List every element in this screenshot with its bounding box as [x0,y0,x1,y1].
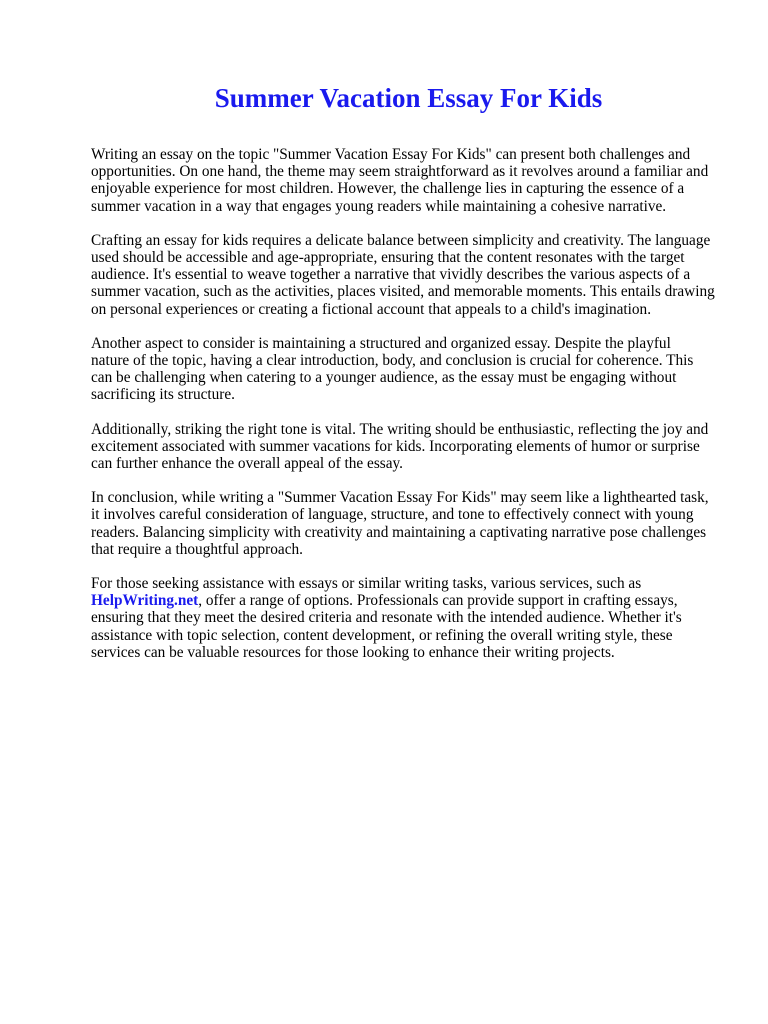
text-line: opportunities. On one hand, the theme may seem straightforward as it revolves around a familiar and [91,163,709,181]
text-line: enjoyable experience for most children. However, the challenge lies in capturing the essence of a [91,180,685,198]
text-line: summer vacation in a way that engages young readers while maintaining a cohesive narrative. [91,197,667,215]
text-line: used should be accessible and age-appropriate, ensuring that the content resonates with the target [91,249,685,267]
paragraph-6 [91,575,731,661]
text-line: summer vacation, such as the activities, places visited, and memorable moments. This entails drawing [91,283,715,301]
text-line: it involves careful consideration of language, structure, and tone to effectively connect with young [91,506,694,524]
text-segment: , offer a range of options. Professionals can provide support in crafting essays, [198,592,678,610]
text-line: services can be valuable resources for those looking to enhance their writing projects. [91,643,615,661]
text-line: ensuring that they meet the desired criteria and resonate with the intended audience. Whether it's [91,609,682,627]
paragraph-5 [91,489,731,558]
text-line: readers. Balancing simplicity with creativity and maintaining a captivating narrative pose challenges [91,523,707,541]
text-line: on personal experiences or creating a fictional account that appeals to a child's imagination. [91,300,652,318]
helpwriting-link[interactable]: HelpWriting.net [91,592,199,610]
text-line: For those seeking assistance with essays or similar writing tasks, various services, such as [91,575,642,593]
document-title: Summer Vacation Essay For Kids [214,83,603,113]
text-line: nature of the topic, having a clear introduction, body, and conclusion is crucial for coherence. This [91,352,694,370]
text-line: In conclusion, while writing a "Summer Vacation Essay For Kids" may seem like a lighthearted task, [91,489,709,507]
text-line: sacrificing its structure. [91,386,235,404]
text-line: Additionally, striking the right tone is vital. The writing should be enthusiastic, reflecting the joy and [91,420,709,438]
paragraph-4 [91,421,731,473]
text-line: can further enhance the overall appeal of the essay. [91,455,404,473]
text-line: audience. It's essential to weave together a narrative that vividly describes the various aspects of a [91,266,691,284]
text-line: can be challenging when catering to a younger audience, as the essay must be engaging without [91,369,677,387]
text-line: Crafting an essay for kids requires a delicate balance between simplicity and creativity. The language [91,231,711,249]
paragraph-3 [91,335,731,404]
text-line: that require a thoughtful approach. [91,540,303,558]
paragraph-1 [91,146,731,215]
essay-body [91,146,731,678]
text-line: Writing an essay on the topic "Summer Vacation Essay For Kids" can present both challenges and [91,146,691,163]
text-line: Another aspect to consider is maintaining a structured and organized essay. Despite the playful [91,334,671,352]
text-line: excitement associated with summer vacations for kids. Incorporating elements of humor or surprise [91,437,700,455]
text-line: assistance with topic selection, content development, or refining the overall writing style, these [91,626,673,644]
paragraph-2 [91,232,731,318]
text-line [91,592,731,609]
